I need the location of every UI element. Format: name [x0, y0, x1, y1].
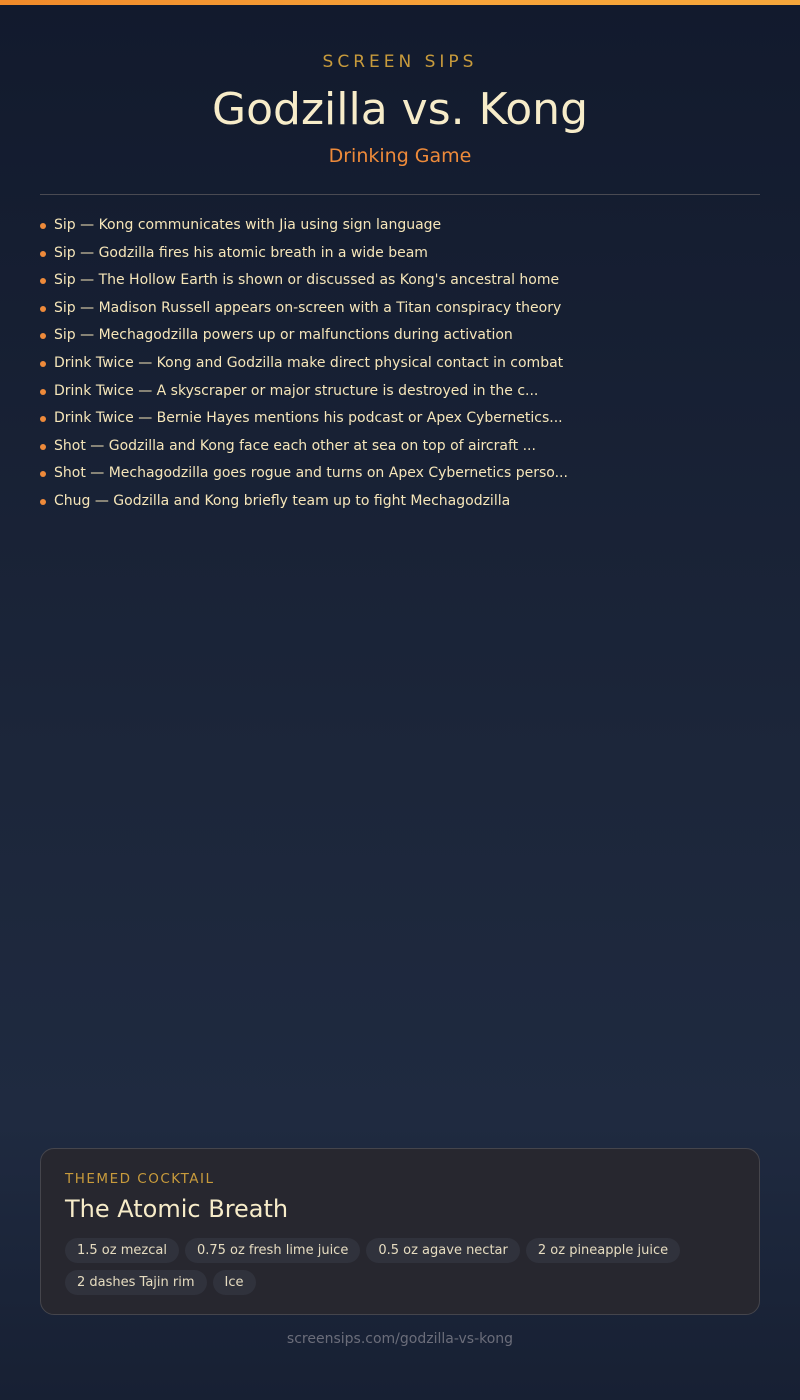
brand-label: SCREEN SIPS: [322, 52, 478, 72]
rule-item: [40, 212, 760, 240]
rule-text: Sip — Kong communicates with Jia using sign language: [54, 217, 442, 233]
rule-text: Drink Twice — Bernie Hayes mentions his podcast or Apex Cybernetics...: [54, 410, 563, 427]
bullet-icon: [40, 306, 46, 312]
rule-text: Shot — Godzilla and Kong face each other at sea on top of aircraft ...: [54, 437, 536, 454]
rule-text: Shot — Mechagodzilla goes rogue and turns on Apex Cybernetics perso...: [54, 465, 568, 482]
ingredient-chip: 2 dashes Tajin rim: [65, 1270, 207, 1295]
footer-url: screensips.com/godzilla-vs-kong: [286, 1331, 514, 1347]
bullet-icon: [40, 499, 46, 505]
bullet-icon: [40, 389, 46, 395]
rule-text: Chug — Godzilla and Kong briefly team up to fight Mechagodzilla: [54, 492, 511, 509]
page-title: Godzilla vs. Kong: [212, 84, 588, 135]
cocktail-card: [40, 1148, 760, 1315]
rule-text: Drink Twice — A skyscraper or major structure is destroyed in the c...: [54, 382, 539, 399]
rule-item: [40, 405, 760, 433]
page-subtitle: Drinking Game: [328, 145, 472, 167]
rule-text: Sip — The Hollow Earth is shown or discussed as Kong's ancestral home: [54, 272, 560, 289]
bullet-icon: [40, 223, 46, 229]
rule-item: [40, 295, 760, 323]
top-accent-bar: [0, 0, 800, 5]
bullet-icon: [40, 416, 46, 422]
bullet-icon: [40, 444, 46, 450]
header-divider: [40, 194, 760, 195]
ingredient-chip: 2 oz pineapple juice: [526, 1238, 680, 1263]
rule-item: [40, 322, 760, 350]
ingredient-chip: 0.5 oz agave nectar: [366, 1238, 520, 1263]
ingredient-chip: 0.75 oz fresh lime juice: [185, 1238, 360, 1263]
rule-item: [40, 350, 760, 378]
cocktail-label: THEMED COCKTAIL: [65, 1171, 215, 1187]
rule-item: [40, 460, 760, 488]
bullet-icon: [40, 471, 46, 477]
rule-text: Sip — Mechagodzilla powers up or malfunctions during activation: [54, 327, 513, 344]
bullet-icon: [40, 333, 46, 339]
rule-text: Sip — Madison Russell appears on-screen with a Titan conspiracy theory: [54, 299, 562, 316]
cocktail-name: The Atomic Breath: [65, 1195, 289, 1223]
rules-list: [40, 212, 760, 516]
rule-item: [40, 488, 760, 516]
rule-text: Drink Twice — Kong and Godzilla make direct physical contact in combat: [54, 354, 564, 371]
rule-item: [40, 433, 760, 461]
rule-item: [40, 378, 760, 406]
bullet-icon: [40, 278, 46, 284]
ingredient-chip: 1.5 oz mezcal: [65, 1238, 179, 1263]
bullet-icon: [40, 251, 46, 257]
ingredient-chip: Ice: [213, 1270, 256, 1295]
ingredient-list: [65, 1238, 745, 1302]
rule-item: [40, 267, 760, 295]
rule-item: [40, 240, 760, 268]
rule-text: Sip — Godzilla fires his atomic breath in a wide beam: [54, 244, 428, 261]
bullet-icon: [40, 361, 46, 367]
